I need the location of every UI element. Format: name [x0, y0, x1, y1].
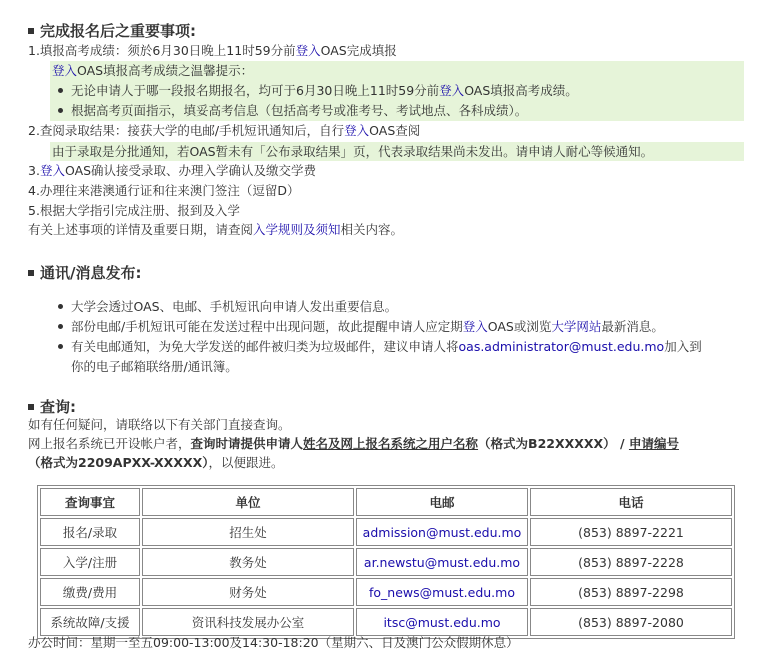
- section-title-after-application: 完成报名后之重要事项:: [28, 20, 196, 41]
- table-cell: (853) 8897-2221: [530, 518, 732, 546]
- notice-item: 部份电邮/手机短讯可能在发送过程中出现问题，故此提醒申请人应定期登入OAS或浏览大学网站最新消息。: [58, 318, 664, 336]
- square-bullet-icon: [28, 28, 34, 34]
- table-cell: 招生处: [142, 518, 354, 546]
- bullet-icon: [58, 304, 63, 309]
- admission-note: 由于录取是分批通知，若OAS暂未有「公布录取结果」页，代表录取结果尚未发出。请申请人耐心等候通知。: [52, 144, 654, 159]
- column-header: 查询事宜: [40, 488, 140, 516]
- square-bullet-icon: [28, 404, 34, 410]
- table-cell: 财务处: [142, 578, 354, 606]
- email-link[interactable]: fo_news@must.edu.mo: [369, 584, 515, 600]
- step-4: 4.办理往来港澳通行证和往来澳门签注（逗留D）: [28, 183, 300, 198]
- table-cell: (853) 8897-2080: [530, 608, 732, 636]
- enquiry-account-line: 网上报名系统已开设帐户者，查询时请提供申请人姓名及网上报名系统之用户名称（格式为B22XXXXX） / 申请编号: [28, 436, 679, 451]
- tips-title: 登入OAS填报高考成绩之温馨提示：: [52, 63, 254, 78]
- bullet-icon: [58, 88, 63, 93]
- enquiry-intro: 如有任何疑问，请联络以下有关部门直接查询。: [28, 417, 291, 432]
- section-title-enquiry: 查询:: [28, 396, 76, 417]
- login-link[interactable]: 登入: [462, 319, 488, 334]
- email-link[interactable]: admission@must.edu.mo: [362, 524, 522, 540]
- oas-admin-email-link[interactable]: oas.administrator@must.edu.mo: [458, 339, 665, 354]
- contact-table: [37, 485, 735, 639]
- office-hours: 办公时间：星期一至五09:00-13:00及14:30-18:20（星期六、日及澳门公众假期休息）: [28, 635, 519, 650]
- table-cell: 教务处: [142, 548, 354, 576]
- table-cell: 入学/注册: [40, 548, 140, 576]
- table-cell: [356, 578, 528, 606]
- table-row: [40, 608, 732, 636]
- university-website-link[interactable]: 大学网站: [551, 319, 602, 334]
- email-link[interactable]: ar.newstu@must.edu.mo: [363, 554, 521, 570]
- square-bullet-icon: [28, 270, 34, 276]
- step-1: 1.填报高考成绩：须於6月30日晚上11时59分前登入OAS完成填报: [28, 43, 397, 58]
- column-header: 电话: [530, 488, 732, 516]
- table-row: [40, 578, 732, 606]
- table-cell: [356, 518, 528, 546]
- login-link[interactable]: 登入: [295, 43, 321, 58]
- table-cell: [356, 608, 528, 636]
- login-link[interactable]: 登入: [52, 63, 78, 78]
- table-header-row: [40, 488, 732, 516]
- details-line: 有关上述事项的详情及重要日期，请查阅入学规则及须知相关内容。: [28, 222, 404, 237]
- enquiry-account-line-2: （格式为2209APXX-XXXXX），以便跟进。: [28, 455, 284, 470]
- table-row: [40, 548, 732, 576]
- login-link[interactable]: 登入: [39, 163, 65, 178]
- section-title-notifications: 通讯/消息发布:: [28, 262, 141, 283]
- notice-item: 有关电邮通知，为免大学发送的邮件被归类为垃圾邮件，建议申请人将oas.administrator@must.edu.mo加入到: [58, 338, 702, 356]
- table-cell: 资讯科技发展办公室: [142, 608, 354, 636]
- column-header: 单位: [142, 488, 354, 516]
- login-link[interactable]: 登入: [439, 83, 465, 98]
- notice-item-continued: 你的电子邮箱联络册/通讯簿。: [71, 359, 238, 374]
- step-2: 2.查阅录取结果：接获大学的电邮/手机短讯通知后，自行登入OAS查阅: [28, 123, 421, 138]
- step-3: 3.登入OAS确认接受录取、办理入学确认及缴交学费: [28, 163, 317, 178]
- table-cell: [356, 548, 528, 576]
- tip-item: 无论申请人于哪一段报名期报名，均可于6月30日晚上11时59分前登入OAS填报高考成绩。: [58, 82, 578, 100]
- login-link[interactable]: 登入: [344, 123, 370, 138]
- step-5: 5.根据大学指引完成注册、报到及入学: [28, 203, 240, 218]
- table-cell: (853) 8897-2228: [530, 548, 732, 576]
- email-link[interactable]: itsc@must.edu.mo: [383, 614, 501, 630]
- table-cell: 缴费/费用: [40, 578, 140, 606]
- bullet-icon: [58, 324, 63, 329]
- admission-rules-link[interactable]: 入学规则及须知: [253, 222, 341, 237]
- bullet-icon: [58, 344, 63, 349]
- bullet-icon: [58, 108, 63, 113]
- tip-item: 根据高考页面指示，填妥高考信息（包括高考号或准考号、考试地点、各科成绩）。: [58, 102, 527, 120]
- table-cell: (853) 8897-2298: [530, 578, 732, 606]
- column-header: 电邮: [356, 488, 528, 516]
- table-row: [40, 518, 732, 546]
- notice-item: 大学会透过OAS、电邮、手机短讯向申请人发出重要信息。: [58, 298, 397, 316]
- table-cell: 报名/录取: [40, 518, 140, 546]
- table-cell: 系统故障/支援: [40, 608, 140, 636]
